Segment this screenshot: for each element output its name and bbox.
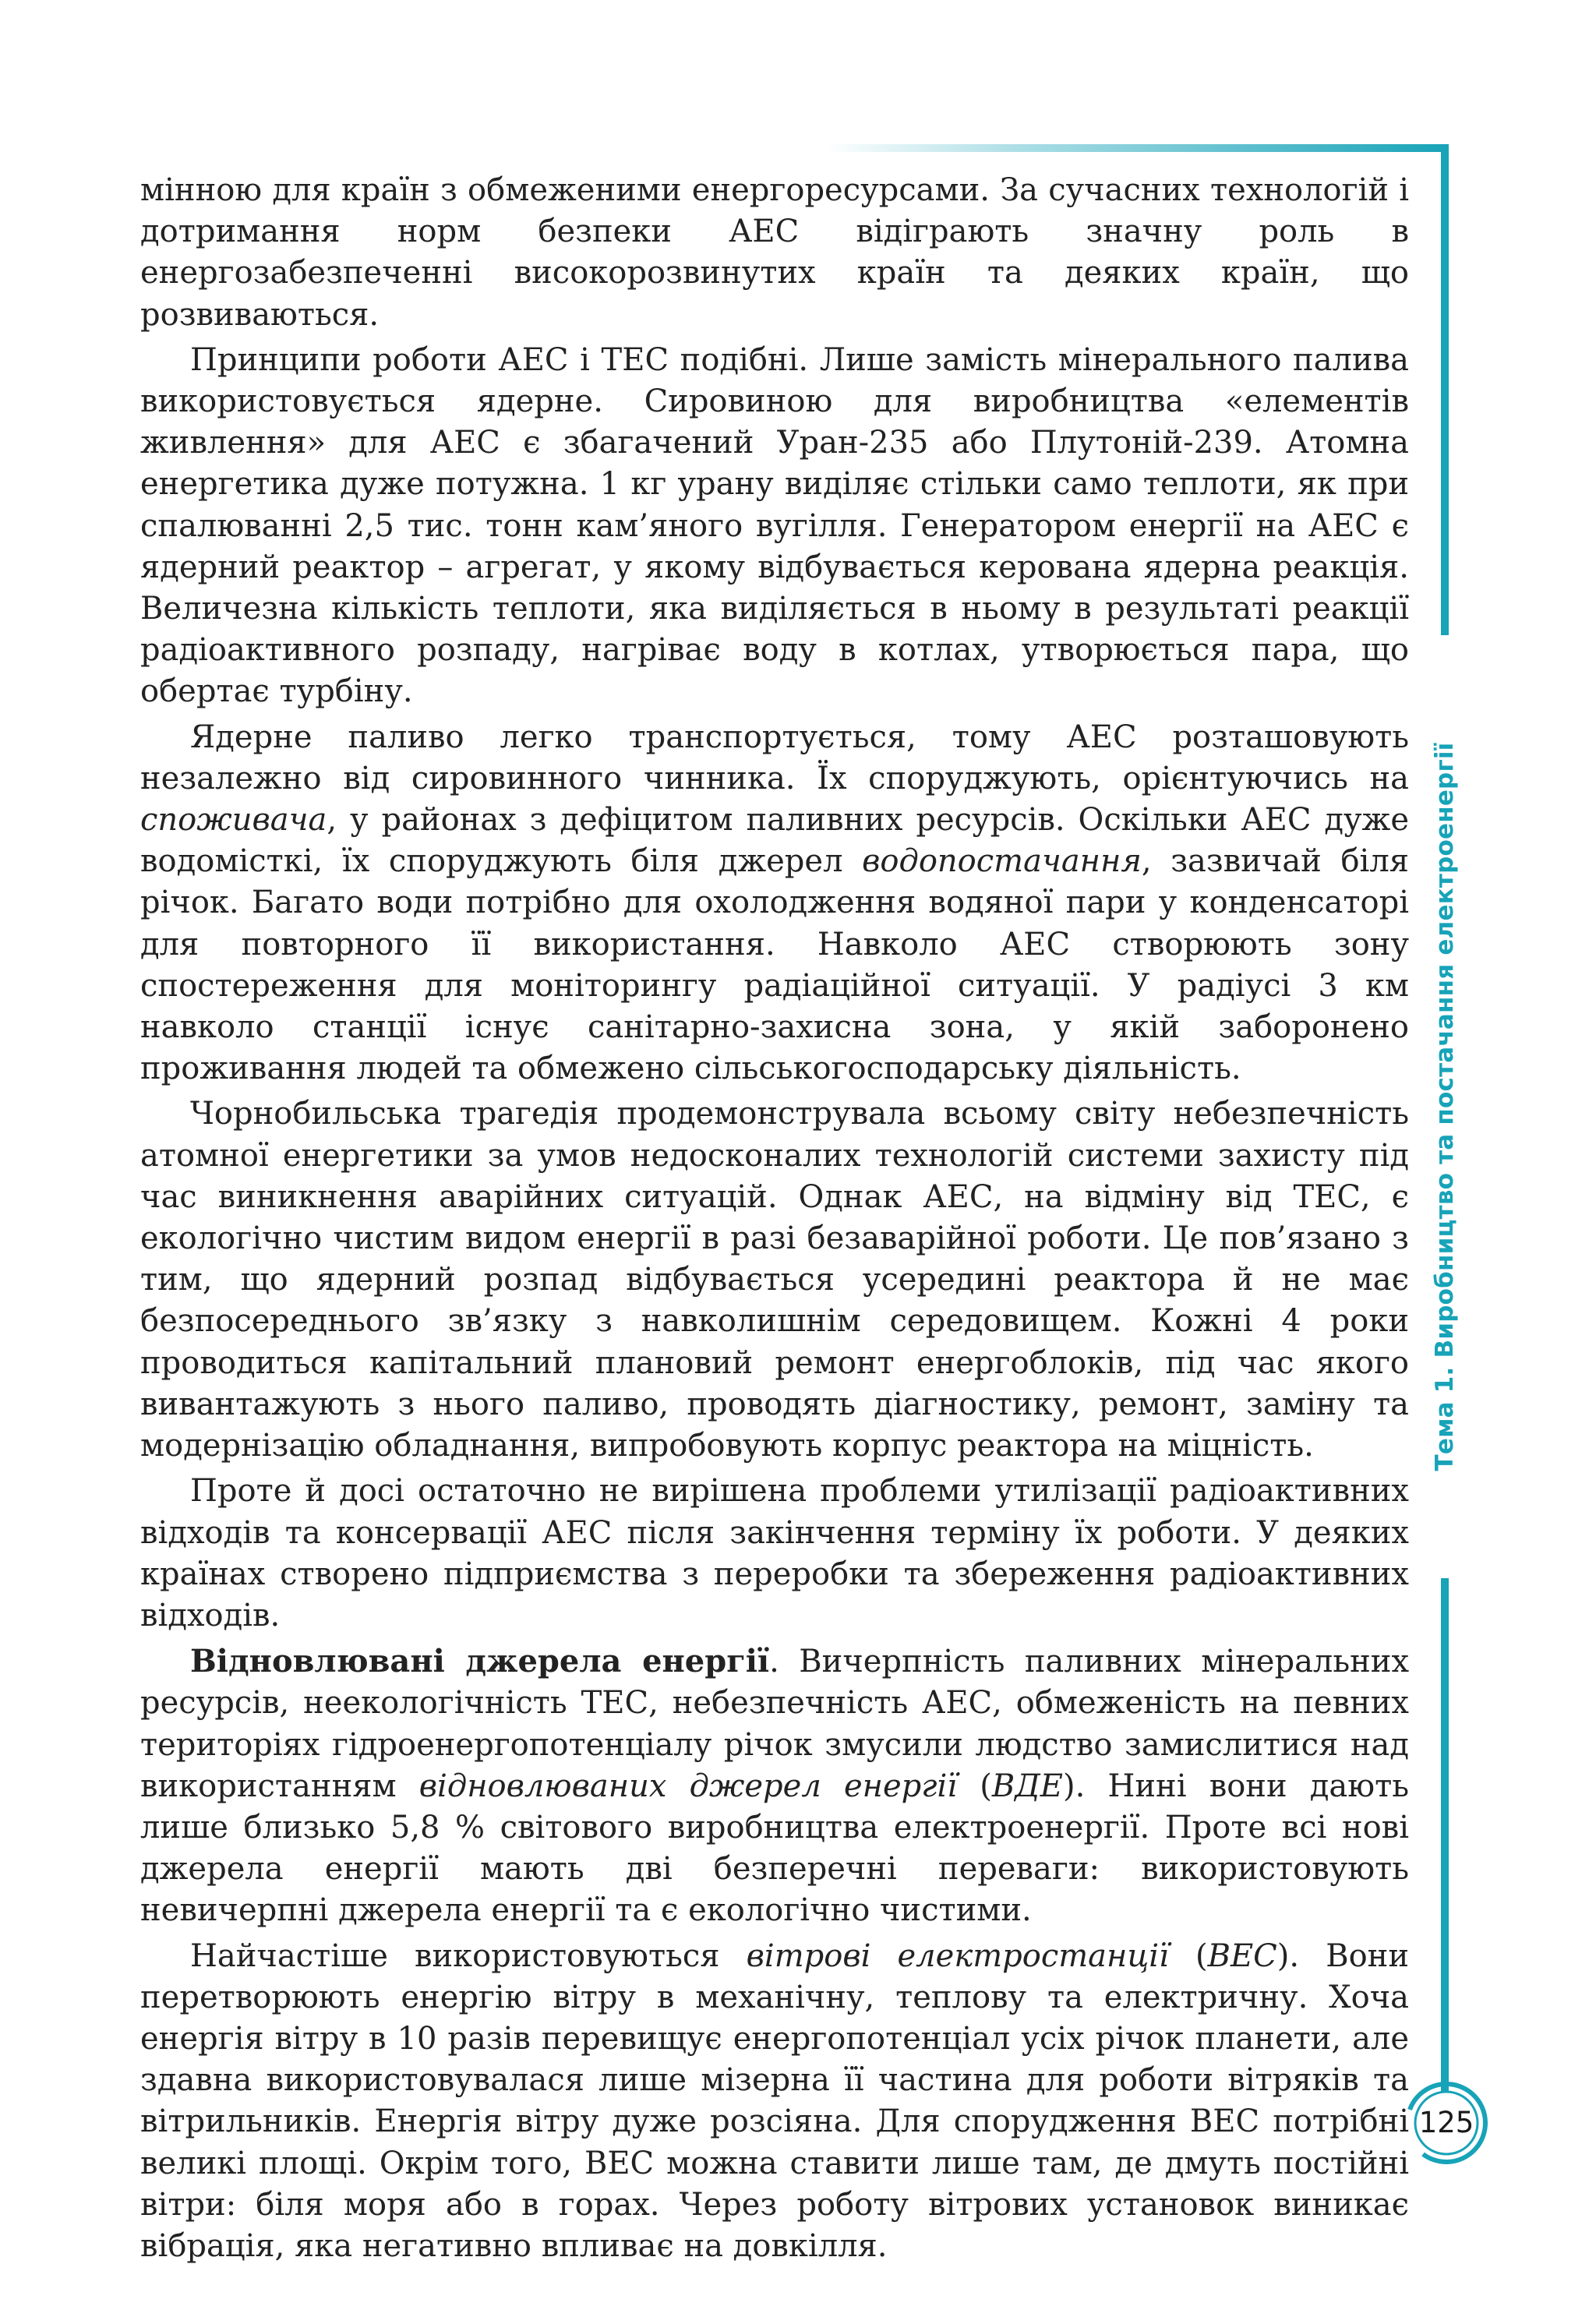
paragraph xyxy=(140,1641,1409,1931)
paragraph xyxy=(140,1093,1409,1467)
text-run: , зазвичай біля річок. Багато води потрібно для охолодження водяної пари у конденсаторі для повторного її використання. Навколо АЕС створюють зону спостереження для моніторингу радіаційної ситуації. У радіусі 3 км навколо станції існує санітарно-захисна зона, у якій заборонено проживання людей та обмежено сільськогосподарську діяльність. xyxy=(140,843,1409,1087)
text-run: , у районах з дефіцитом паливних ресурсів. Оскільки АЕС дуже водомісткі, їх споруджують біля джерел xyxy=(140,802,1409,880)
text-run: Принципи роботи АЕС і ТЕС подібні. Лише замість мінерального палива використовується ядерне. Сировиною для виробництва «елементів живлення» для АЕС є збагачений Уран-235 або Плутоній-239. Атомна енергетика дуже потужна. 1 кг урану виділяє стільки само теплоти, як при спалюванні 2,5 тис. тонн кам’яного вугілля. Генератором енергії на АЕС є ядерний реактор – агрегат, у якому відбувається керована ядерна реакція. Величезна кількість теплоти, яка виділяється в ньому в результаті реакції радіоактивного розпаду, нагріває воду в котлах, утворюється пара, що обертає турбіну. xyxy=(140,341,1409,710)
text-run: мінною для країн з обмеженими енергоресурсами. За сучасних технологій і дотримання норм безпеки АЕС відіграють значну роль в енергозабезпеченні високорозвинутих країн та деяких країн, що розвиваються. xyxy=(140,172,1409,333)
italic-term: ВЕС xyxy=(1207,1937,1277,1974)
paragraph xyxy=(140,1936,1409,2268)
paragraph xyxy=(140,170,1409,336)
text-run: ). Вони перетворюють енергію вітру в механічну, теплову та електричну. Хоча енергія вітру в 10 разів перевищує енергопотенціал усіх річок планети, але здавна використовувалася лише мізерна її частина для роботи вітряків та вітрильників. Енергія вітру дуже розсіяна. Для спорудження ВЕС потрібні великі площі. Окрім того, ВЕС можна ставити лише там, де дмуть постійні вітри: біля моря або в горах. Через роботу вітрових установок виникає вібрація, яка негативно впливає на довкілля. xyxy=(140,1937,1410,2264)
right-decorative-rule-bottom xyxy=(1441,1578,1449,2093)
body-text xyxy=(140,170,1409,2271)
text-run: Ядерне паливо легко транспортується, тому АЕС розташовують незалежно від сировинного чинника. Їх споруджують, орієнтуючись на xyxy=(140,719,1409,796)
italic-term: ВДЕ xyxy=(991,1768,1064,1804)
italic-term: споживача xyxy=(140,802,327,839)
paragraph xyxy=(140,340,1409,713)
right-decorative-rule-top xyxy=(1441,144,1449,635)
text-run: Чорнобильська трагедія продемонструвала всьому світу небезпечність атомної енергетики за умов недосконалих технологій системи захисту під час виникнення аварійних ситуацій. Однак АЕС, на відміну від ТЕС, є екологічно чистим видом енергії в разі безаварійної роботи. Це пов’язано з тим, що ядерний розпад відбувається усередині реактора й не має безпосереднього зв’язку з навколишнім середовищем. Кожні 4 роки проводиться капітальний плановий ремонт енергоблоків, під час якого вивантажують з нього паливо, проводять діагностику, ремонт, заміну та модернізацію обладнання, випробовують корпус реактора на міцність. xyxy=(140,1096,1409,1464)
bold-term: Відновлювані джерела енергії xyxy=(190,1643,770,1680)
italic-term: водопостачання xyxy=(862,843,1142,880)
paragraph xyxy=(140,1471,1409,1637)
chapter-side-title: Тема 1. Виробництво та постачання електроенергії xyxy=(1431,742,1459,1471)
text-run: Проте й досі остаточно не вирішена проблеми утилізації радіоактивних відходів та консервації АЕС після закінчення терміну їх роботи. У деяких країнах створено підприємства з переробки та збереження радіоактивних відходів. xyxy=(140,1473,1409,1634)
italic-term: вітрові електростанції xyxy=(746,1937,1169,1974)
page-number: 125 xyxy=(1418,2106,1474,2139)
text-run: . Вичерпність паливних мінеральних ресурсів, неекологічність ТЕС, небезпечність АЕС, обмеженість на певних територіях гідроенергопотенціалу річок змусили людство замислитися над використанням xyxy=(140,1644,1409,1804)
text-run: ( xyxy=(957,1768,992,1804)
text-run: Найчастіше використовуються xyxy=(190,1937,747,1974)
paragraph xyxy=(140,717,1409,1090)
text-run: ). Нині вони дають лише близько 5,8 % світового виробництва електроенергії. Проте всі нові джерела енергії мають дві безперечні переваги: використовують невичерпні джерела енергії та є екологічно чистими. xyxy=(140,1768,1410,1929)
italic-term: відновлюваних джерел енергії xyxy=(418,1768,958,1804)
top-decorative-rule xyxy=(826,144,1448,152)
text-run: ( xyxy=(1168,1937,1208,1974)
